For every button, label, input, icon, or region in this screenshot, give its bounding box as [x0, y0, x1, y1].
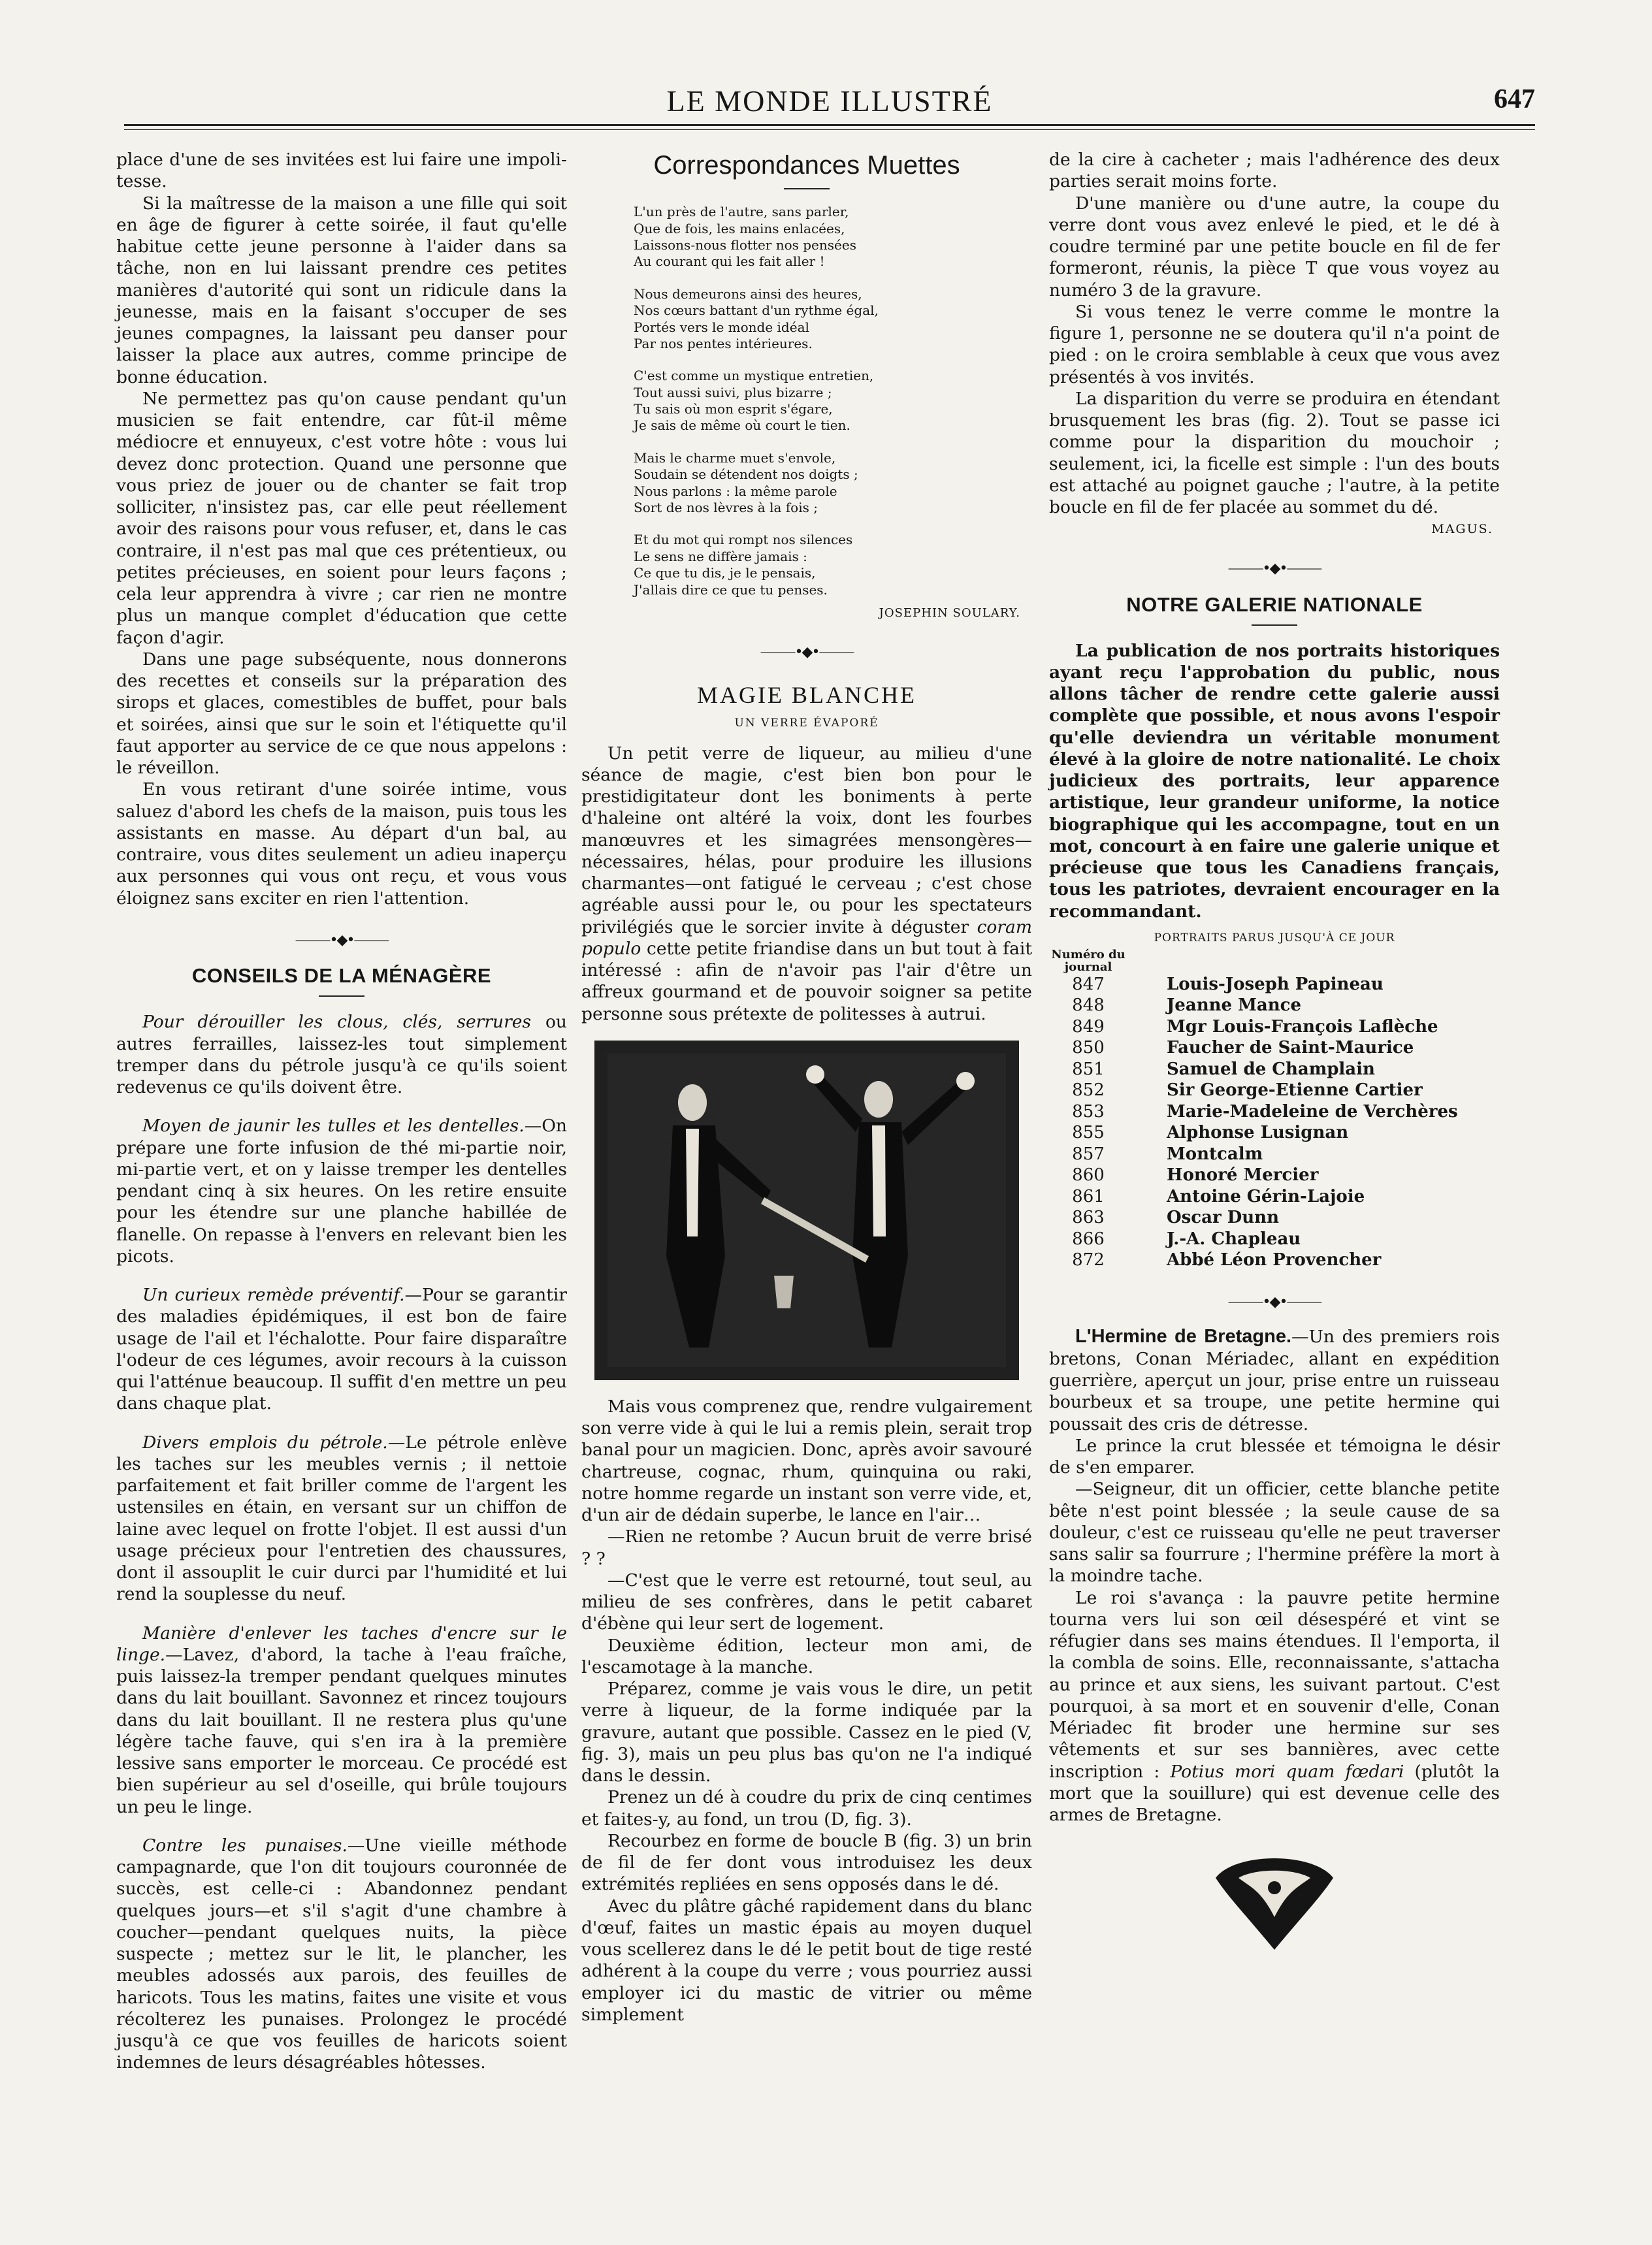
column-middle	[581, 149, 1032, 2026]
column-left	[116, 149, 567, 2074]
poem-line: Mais le charme muet s'envole,	[634, 449, 836, 466]
latin-phrase: coram populo	[581, 916, 1032, 959]
article-signature: MAGUS.	[1431, 522, 1493, 537]
issue-number: 857	[1072, 1144, 1105, 1164]
paragraph: Avec du plâtre gâché rapidement dans du blanc d'œuf, faites un mastic épais au moyen duquel vous scellerez dans le dé le petit bout de tige resté adhérent à la coupe du verre ; vous pourriez aussi employer ici du mastic de vitrier ou même simplement	[581, 1896, 1032, 2025]
tip-text: ou autres ferrailles, laissez-les tout simplement tremper dans du pétrole jusqu'à ce qu'ils soient redevenus ce qu'ils doivent être.	[116, 1012, 567, 1097]
paragraph: Si vous tenez le verre comme le montre la figure 1, personne ne se doutera qu'il n'a point de pied : on le croira semblable à ceux que vous avez présentés à vos invités.	[1049, 301, 1500, 387]
hermine-lead: L'Hermine de Bretagne.	[1075, 1325, 1292, 1347]
issue-number: 850	[1072, 1038, 1105, 1058]
portraits-list	[1049, 949, 1500, 1271]
list-item	[1049, 1250, 1500, 1271]
header-rule	[124, 124, 1535, 126]
issue-number: 863	[1072, 1208, 1105, 1228]
poem-line: Tout aussi suivi, plus bizarre ;	[634, 384, 832, 400]
portrait-name: Marie-Madeleine de Verchères	[1167, 1101, 1458, 1122]
paragraph-text: (plutôt la mort que la souillure) qui est devenue celle des armes de Bretagne.	[1049, 1761, 1500, 1826]
list-item	[1049, 1122, 1500, 1144]
poem-line: Au courant qui les fait aller !	[634, 253, 825, 270]
ermine-icon	[1209, 1852, 1340, 1956]
portrait-name: Montcalm	[1167, 1144, 1263, 1164]
poem-line: C'est comme un mystique entretien,	[634, 368, 874, 384]
list-item	[1049, 1144, 1500, 1165]
issue-number: 849	[1072, 1016, 1105, 1037]
paragraph-text: —Un des premiers rois bretons, Conan Mériadec, allant en expédition guerrière, aperçut un jour, prise entre un ruisseau bourbeux et sa troupe, une petite hermine qui poussait des cris de détresse.	[1049, 1326, 1500, 1434]
section-title-galerie: NOTRE GALERIE NATIONALE	[1126, 592, 1423, 616]
page-number: 647	[1494, 84, 1535, 114]
poem-line: Je sais de même où court le tien.	[634, 417, 850, 434]
poem-line: Ce que tu dis, je le pensais,	[634, 565, 816, 581]
paragraph	[581, 743, 1032, 1025]
issue-number: 848	[1072, 995, 1105, 1016]
paragraph: Prenez un dé à coudre du prix de cinq centimes et faites-y, au fond, un trou (D, fig. 3).	[581, 1787, 1032, 1830]
poem-line: Portés vers le monde idéal	[634, 319, 809, 335]
portraits-heading: PORTRAITS PARUS JUSQU'À CE JOUR	[1154, 931, 1395, 945]
poem-line: Le sens ne diffère jamais :	[634, 548, 807, 564]
ornament-divider: ⸻•◆•⸻	[1227, 1293, 1321, 1310]
section-title-magie: MAGIE BLANCHE	[697, 682, 916, 709]
paragraph: Mais vous comprenez que, rendre vulgairement son verre vide à qui le lui a remis plein, serait trop banal pour un magicien. Donc, après avoir savouré chartreuse, cognac, rhum, quinquina ou raki, notre homme regarde un instant son verre vide, et, d'un air de dédain superbe, le lance en l'air…	[581, 1396, 1032, 1526]
issue-number: 866	[1072, 1229, 1105, 1249]
list-item	[1049, 1016, 1500, 1038]
paragraph	[1049, 1325, 1500, 1435]
portrait-name: Mgr Louis-François Laflèche	[1167, 1016, 1438, 1037]
poem-stanza	[634, 204, 1032, 270]
issue-number: 855	[1072, 1123, 1105, 1143]
issue-number: 872	[1072, 1250, 1105, 1270]
poem-line: Nous parlons : la même parole	[634, 483, 837, 499]
paragraph: Si la maîtresse de la maison a une fille qui soit en âge de figurer à cette soirée, il faut qu'elle habitue cette jeune personne à l'aider dans sa tâche, non en lui laissant prendre ces petites manières d'autorité qui sont un ridicule dans la jeunesse, mais en la faisant s'occuper de ses jeunes compagnes, la laissant peu danser pour laisser la place aux autres, comme principe de bonne éducation.	[116, 193, 567, 387]
paragraph: La disparition du verre se produira en étendant brusquement les bras (fig. 2). Tout se passe ici comme pour la disparition du mouchoir ; seulement, ici, la ficelle est simple : l'un des bouts est attaché au poignet gauche ; l'autre, à la petite boucle en fil de fer placée au sommet du dé.	[1049, 388, 1500, 517]
paragraph: —Rien ne retombe ? Aucun bruit de verre brisé ? ?	[581, 1526, 1032, 1569]
tip-lead: Contre les punaises.	[142, 1835, 348, 1856]
poem-line: Et du mot qui rompt nos silences	[634, 532, 853, 548]
paragraph: En vous retirant d'une soirée intime, vous saluez d'abord les chefs de la maison, puis tous les assistants en masse. Au départ d'un bal, au contraire, vous dites seulement un adieu inaperçu aux personnes qui vous ont reçu, et vous vous éloignez sans exciter en rien l'attention.	[116, 779, 567, 909]
poem-line: Que de fois, les mains enlacées,	[634, 220, 845, 236]
tip-text: —On prépare une forte infusion de thé mi-partie noir, mi-partie vert, et on y laisse tremper les dentelles pendant cinq à six heures. On les retire ensuite pour les étendre sur une planche habillée de flanelle. On repasse à l'envers en relevant bien les picots.	[116, 1116, 567, 1267]
tip-lead: Divers emplois du pétrole.	[142, 1432, 388, 1453]
tip-lead: Manière d'enlever les taches d'encre sur le linge.	[116, 1623, 567, 1665]
section-subtitle: UN VERRE ÉVAPORÉ	[734, 717, 879, 730]
portrait-name: Honoré Mercier	[1167, 1165, 1319, 1186]
issue-number: 851	[1072, 1059, 1105, 1079]
tip-text: —Lavez, d'abord, la tache à l'eau fraîche, puis laissez-la tremper pendant quelques minutes dans du lait bouillant. Savonnez et rincez toujours dans du lait bouillant. Il ne restera plus qu'une légère tache fauve, qui s'en ira à la première lessive sans emporter le morceau. Ce procédé est bien supérieur au sel d'oseille, qui brûle toujours un peu le linge.	[116, 1644, 567, 1817]
portrait-name: Alphonse Lusignan	[1167, 1123, 1349, 1143]
poem-line: Soudain se détendent nos doigts ;	[634, 466, 858, 483]
paragraph: Recourbez en forme de boucle B (fig. 3) un brin de fil de fer dont vous introduisez les deux extrémités repliées en sens opposés dans le dé.	[581, 1830, 1032, 1895]
latin-motto: Potius mori quam fœdari	[1170, 1761, 1404, 1782]
tip-text: —Pour se garantir des maladies épidémiques, il est bon de faire usage de l'ail et l'échalotte. Pour faire disparaître l'odeur de ces légumes, avoir recours à la cuisson qui l'atténue beaucoup. Il suffit d'en mettre un peu dans chaque plat.	[116, 1285, 568, 1414]
issue-number: 853	[1072, 1101, 1105, 1122]
portrait-name: Jeanne Mance	[1167, 995, 1301, 1016]
paragraph: Deuxième édition, lecteur mon ami, de l'escamotage à la manche.	[581, 1635, 1032, 1677]
poem-title: Correspondances Muettes	[653, 151, 960, 180]
paragraph: La publication de nos portraits historiques ayant reçu l'approbation du public, nous allons tâcher de rendre cette galerie aussi complète que possible, et nous avons l'espoir qu'elle deviendra un véritable monument élevé à la gloire de notre nationalité. Le choix judicieux des portraits, leur apparence artistique, leur grandeur uniforme, la notice biographique qui les accompagne, tout en un mot, concourt à en faire une galerie unique et précieuse que tous les Canadiens français, tous les patriotes, devraient encourager en la recommandant.	[1049, 640, 1500, 922]
ornament-divider: ⸻•◆•⸻	[1227, 560, 1321, 577]
portrait-name: Sir George-Etienne Cartier	[1167, 1080, 1423, 1101]
list-item	[1049, 1080, 1500, 1101]
tip-paragraph	[116, 1623, 567, 1818]
tip-lead: Pour dérouiller les clous, clés, serrures	[142, 1012, 532, 1033]
paragraph: Le prince la crut blessée et témoigna le désir de s'en emparer.	[1049, 1435, 1500, 1478]
masthead-title: LE MONDE ILLUSTRÉ	[666, 84, 993, 118]
title-rule	[319, 995, 364, 997]
portrait-name: Abbé Léon Provencher	[1167, 1250, 1382, 1270]
portraits-column-header: Numéro du journal	[1051, 948, 1126, 975]
tip-paragraph	[116, 1284, 567, 1415]
list-item	[1049, 1165, 1500, 1186]
poem-stanza	[634, 286, 1032, 353]
list-item	[1049, 1229, 1500, 1250]
ornament-divider: ⸻•◆•⸻	[760, 643, 854, 660]
poem-line: J'allais dire ce que tu penses.	[634, 581, 828, 598]
section-title-menagere: CONSEILS DE LA MÉNAGÈRE	[191, 964, 492, 988]
page-header	[124, 84, 1535, 136]
portrait-name: Oscar Dunn	[1167, 1208, 1279, 1228]
poem	[634, 204, 1032, 598]
paragraph: —Seigneur, dit un officier, cette blanche petite bête n'est point blessée ; la seule cause de sa douleur, c'est ce ruisseau qu'elle ne peut traverser sans salir sa fourrure ; l'hermine préfère la mort à la moindre tache.	[1049, 1479, 1500, 1587]
title-rule	[784, 188, 830, 189]
poem-stanza	[634, 368, 1032, 434]
engraving-image	[594, 1041, 1019, 1380]
title-rule	[1252, 624, 1297, 626]
poem-line: Laissons-nous flotter nos pensées	[634, 236, 856, 253]
issue-number: 852	[1072, 1080, 1105, 1101]
poem-author: JOSEPHIN SOULARY.	[879, 606, 1020, 620]
portrait-name: Louis-Joseph Papineau	[1167, 974, 1384, 994]
paragraph: de la cire à cacheter ; mais l'adhérence des deux parties serait moins forte.	[1049, 150, 1500, 192]
poem-line: Nos cœurs battant d'un rythme égal,	[634, 302, 879, 319]
list-item	[1049, 1059, 1500, 1080]
header-rule-thin	[124, 129, 1535, 130]
column-right	[1049, 149, 1500, 1956]
paragraph: Ne permettez pas qu'on cause pendant qu'un musicien se fait entendre, car fût-il même médiocre et ennuyeux, c'est votre hôte : vous lui devez donc protection. Quand une personne que vous priez de jouer ou de chanter se fait trop solliciter, n'insistez pas, car elle peut réellement avoir des raisons pour vous refuser, et, dans le cas contraire, il n'est pas mal que ces prétentieux, ou petites précieuses, en soient pour leurs façons ; cela leur apprendra à vivre ; car rien ne montre plus un manque complet d'éducation que cette façon d'agir.	[116, 388, 567, 648]
poem-stanza	[634, 532, 1032, 598]
issue-number: 860	[1072, 1165, 1105, 1186]
paragraph: place d'une de ses invitées est lui faire une impoli-tesse.	[116, 150, 567, 192]
list-item	[1049, 1101, 1500, 1123]
tip-text: —Une vieille méthode campagnarde, que l'on dit toujours couronnée de succès, est celle-ci : Abandonnez pendant quelques jours—et s'il s'agit d'une chambre à coucher—pendant quelques nuits, la pièce suspecte ; mettez sur le lit, le plancher, les meubles adossés aux parois, des feuilles de haricots. Tous les matins, faites une visite et vous récolterez les punaises. Prolongez le procédé jusqu'à ce que vos feuilles de haricots soient indemnes de leurs désagréables hôtesses.	[116, 1835, 567, 2073]
paragraph: Préparez, comme je vais vous le dire, un petit verre à liqueur, de la forme indiquée par la gravure, autant que possible. Cassez en le pied (V, fig. 3), mais un peu plus bas qu'on ne l'a indiqué dans le dessin.	[581, 1679, 1032, 1786]
tip-paragraph	[116, 1432, 567, 1606]
poem-stanza	[634, 450, 1032, 517]
paragraph: Dans une page subséquente, nous donnerons des recettes et conseils sur la préparation des sirops et glaces, comestibles de buffet, pour bals et soirées, ainsi que sur le soin et l'étiquette qu'il faut apporter au service de ce que nous appelons : le réveillon.	[116, 649, 567, 778]
issue-number: 861	[1072, 1186, 1105, 1206]
portrait-name: Samuel de Champlain	[1167, 1059, 1375, 1079]
issue-number: 847	[1072, 974, 1105, 994]
paragraph-text: Le roi s'avança : la pauvre petite hermine tourna vers lui son œil désespéré et vint se réfugier dans ses mains étendues. Il l'emporta, il la combla de soins. Elle, reconnaissante, s'attacha au prince et aux siens, les suivant partout. C'est pourquoi, à sa mort et en souvenir d'elle, Conan Mériadec fit broder une hermine sur ses vêtements et sur ses bannières, avec cette inscription :	[1049, 1587, 1500, 1782]
paragraph-text: Un petit verre de liqueur, au milieu d'une séance de magie, c'est bien bon pour le prestidigitateur dont les boniments à perte d'haleine ont altéré la voix, dont les fourbes manœuvres et les simagrées mensongères—nécessaires, hélas, pour produire les illusions charmantes—ont fatigué le cerveau ; c'est chose agréable aussi pour le, ou pour les spectateurs privilégiés que le sorcier invite à déguster	[581, 743, 1032, 937]
paragraph-text: cette petite friandise dans un but tout à fait intéressé : afin de n'avoir pas l'air d'être un affreux gourmand et de pouvoir soigner sa petite personne sous prétexte de politesses à autrui.	[581, 938, 1032, 1024]
list-item	[1049, 1186, 1500, 1208]
paragraph	[1049, 1587, 1500, 1826]
tip-text: —Le pétrole enlève les taches sur les meubles vernis ; il nettoie parfaitement et fait briller comme de l'argent les ustensiles en étain, en versant sur un chiffon de laine avec lequel on frotte l'objet. Il est aussi d'un usage précieux pour l'entretien des chaussures, dont il assouplit le cuir durci par l'humidité et lui rend la souplesse du neuf.	[116, 1432, 567, 1605]
portrait-name: Antoine Gérin-Lajoie	[1167, 1186, 1365, 1206]
portrait-name: J.-A. Chapleau	[1167, 1229, 1301, 1249]
list-item	[1049, 1207, 1500, 1229]
poem-line: Nous demeurons ainsi des heures,	[634, 285, 862, 302]
ornament-divider: ⸻•◆•⸻	[295, 931, 389, 948]
ermine-vignette	[1209, 1852, 1340, 1956]
tip-paragraph	[116, 1115, 567, 1267]
list-item	[1049, 995, 1500, 1016]
magician-engraving	[594, 1041, 1019, 1380]
paragraph: —C'est que le verre est retourné, tout seul, au milieu de ses confrères, dans le petit cabaret d'ébène qui leur sert de logement.	[581, 1570, 1032, 1634]
poem-line: Tu sais où mon esprit s'égare,	[634, 401, 833, 417]
tip-lead: Un curieux remède préventif.	[142, 1285, 405, 1305]
poem-line: Sort de nos lèvres à la fois ;	[634, 500, 818, 516]
list-item	[1049, 1037, 1500, 1059]
portrait-name: Faucher de Saint-Maurice	[1167, 1038, 1414, 1058]
tip-paragraph	[116, 1835, 567, 2074]
tip-paragraph	[116, 1011, 567, 1098]
poem-line: L'un près de l'autre, sans parler,	[634, 204, 849, 220]
tip-lead: Moyen de jaunir les tulles et les dentelles.	[142, 1116, 525, 1137]
poem-line: Par nos pentes intérieures.	[634, 335, 813, 351]
list-item	[1049, 974, 1500, 995]
paragraph: D'une manière ou d'une autre, la coupe du verre dont vous avez enlevé le pied, et le dé à coudre terminé par une petite boucle en fil de fer formeront, réunis, la pièce T que vous voyez au numéro 3 de la gravure.	[1049, 193, 1500, 300]
